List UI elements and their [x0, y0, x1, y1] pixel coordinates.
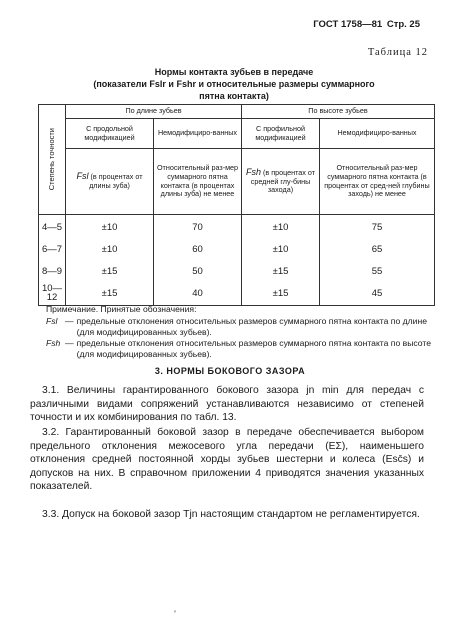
cell-height: 65 — [320, 239, 435, 261]
cell-fsl: ±10 — [66, 239, 154, 261]
cell-length: 50 — [154, 261, 242, 283]
paragraph-3-3 — [30, 508, 424, 522]
group-header-length: По длине зубьев — [66, 105, 242, 119]
cell-fsh: ±15 — [242, 283, 320, 306]
cell-grade: 6—7 — [39, 239, 66, 261]
table-row — [39, 215, 435, 240]
cell-fsh: ±10 — [242, 215, 320, 240]
note-dash: — — [65, 338, 74, 348]
col-header-unmodified-height: Немодифициро-ванных — [320, 119, 435, 149]
cell-fsh: ±15 — [242, 261, 320, 283]
fsh-symbol: Fsh — [245, 167, 261, 178]
section-title: 3. НОРМЫ БОКОВОГО ЗАЗОРА — [154, 366, 306, 376]
page-header — [300, 19, 420, 30]
cell-fsh: ±10 — [242, 239, 320, 261]
paragraph-text: 3.1. Величины гарантированного бокового зазора jn min для передач с различными видами сопряжений устанавливаются независимо от степеней точности и их комбинирования по табл. 13. — [30, 385, 424, 424]
cell-fsl: ±10 — [66, 215, 154, 240]
col-sub-rel-height: Относительный раз-мер суммарного пятна контакта (в процентах от сред-ней глубины заходь) не менее — [320, 149, 435, 215]
cell-grade: 8—9 — [39, 261, 66, 283]
table-note — [46, 304, 436, 360]
note-symbol: Fsh — [46, 338, 61, 348]
cell-length: 60 — [154, 239, 242, 261]
col-header-unmodified-length: Немодифициро-ванных — [154, 119, 242, 149]
row-header-label: Степень точности — [46, 128, 56, 191]
fsh-description: (в процентах от средней глу-бины захода) — [250, 168, 316, 195]
cell-length: 40 — [154, 283, 242, 306]
paragraph-text: 3.2. Гарантированный боковой зазор в передаче обеспечивается выбором предельного отклонения межосевого угла передачи (EΣ), наименьшего отклонения средней постоянной хорды зубьев шестерни и колеса (Esc̄s) и допусков на них. В справочном приложении 4 приводятся значения указанных показателей. — [30, 427, 424, 493]
note-text: предельные отклонения относительных размеров суммарного пятна контакта по высоте (для модифицированных зубьев). — [76, 338, 431, 359]
table-row — [39, 239, 435, 261]
cell-height: 75 — [320, 215, 435, 240]
cell-grade: 10—12 — [39, 283, 66, 306]
note-dash: — — [65, 316, 74, 326]
paragraph-text: 3.3. Допуск на боковой зазор Tjn настоящим стандартом не регламентируется. — [42, 509, 420, 520]
note-item — [46, 338, 436, 360]
cell-grade: 4—5 — [39, 215, 66, 240]
caption-line-1: Нормы контакта зубьев в передаче — [154, 67, 314, 77]
col-header-longitudinal: С продольной модификацией — [66, 119, 154, 149]
table-caption — [44, 66, 424, 102]
caption-line-2: (показатели Fslr и Fshr и относительные размеры суммарного — [93, 79, 375, 89]
col-sub-fsl — [66, 149, 154, 215]
fsl-symbol: Fsl — [76, 171, 89, 182]
page-number: Стр. 25 — [386, 19, 420, 30]
col-sub-fsh — [242, 149, 320, 215]
cell-height: 55 — [320, 261, 435, 283]
paragraph-3-2 — [30, 426, 424, 494]
caption-line-3: пятна контакта) — [199, 91, 269, 101]
table-label: Таблица 12 — [367, 47, 428, 58]
contact-norms-table — [38, 104, 435, 306]
col-sub-rel-length: Относительный раз-мер суммарного пятна контакта (в процентах длины зуба) не менее — [154, 149, 242, 215]
footer-mark: ⁿ — [174, 610, 177, 616]
note-symbol: Fsl — [46, 316, 58, 326]
table-row — [39, 261, 435, 283]
note-lead: Примечание. Принятые обозначения: — [46, 304, 197, 314]
note-text: предельные отклонения относительных размеров суммарного пятна контакта по длине (для модифицированных зубьев). — [76, 316, 427, 337]
cell-fsl: ±15 — [66, 261, 154, 283]
row-header-cell — [39, 105, 66, 215]
cell-height: 45 — [320, 283, 435, 306]
paragraph-3-1 — [30, 384, 424, 425]
standard-number: ГОСТ 1758—81 — [313, 19, 383, 30]
note-item — [46, 316, 436, 338]
table-row — [39, 283, 435, 306]
fsl-description: (в процентах от длины зуба) — [89, 172, 143, 190]
cell-length: 70 — [154, 215, 242, 240]
col-header-profile: С профильной модификацией — [242, 119, 320, 149]
group-header-height: По высоте зубьев — [242, 105, 435, 119]
cell-fsl: ±15 — [66, 283, 154, 306]
